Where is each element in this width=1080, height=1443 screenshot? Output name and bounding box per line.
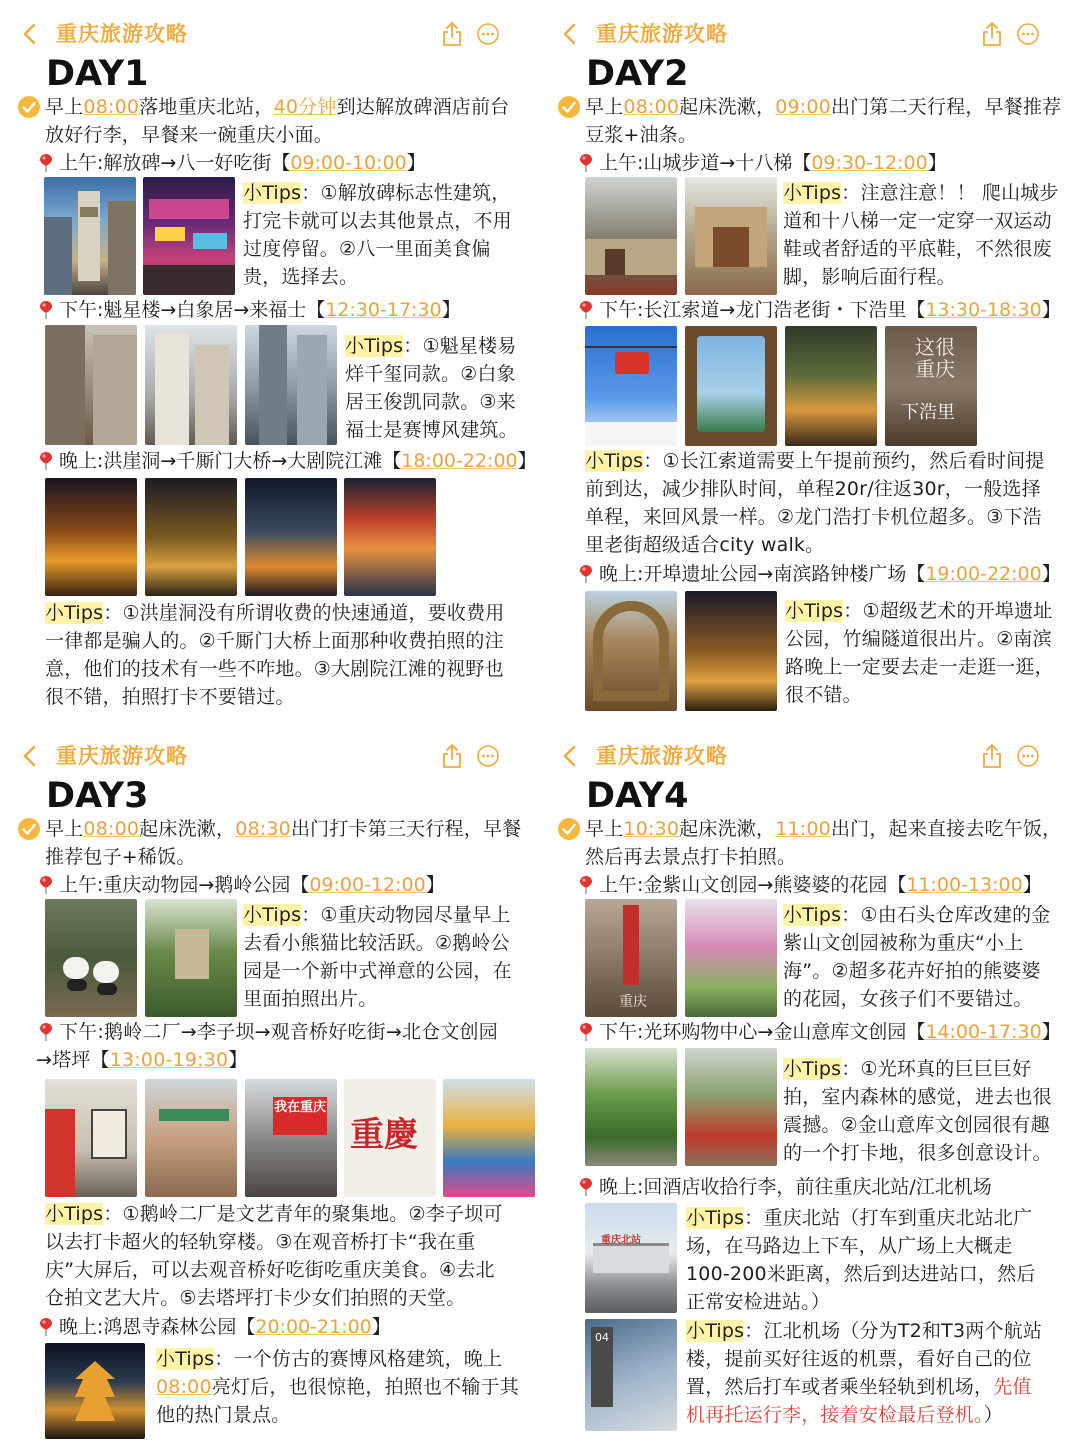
photo-shibati — [685, 177, 777, 295]
photo-chongqing-north-station — [585, 1203, 677, 1313]
panel-day1 — [0, 0, 540, 721]
evening-route: 晚上:鸿恩寺森林公园【20:00-21:00】 — [59, 1316, 391, 1338]
more-icon[interactable] — [476, 22, 500, 46]
photo-baixiangju — [145, 325, 237, 445]
evening-route: 晚上:开埠遗址公园→南滨路钟楼广场【19:00-22:00】 — [599, 563, 1061, 585]
afternoon-route: 下午:鹅岭二厂→李子坝→观音桥好吃街→北仓文创园 →塔坪【13:00-19:30】 — [36, 1021, 498, 1071]
afternoon-route: 下午:光环购物中心→金山意库文创园【14:00-17:30】 — [599, 1021, 1061, 1043]
share-icon[interactable] — [440, 20, 464, 48]
nav-title: 重庆旅游攻略 — [596, 22, 728, 46]
check-circle-icon — [557, 95, 581, 119]
photo-taping — [443, 1079, 535, 1197]
nav-title: 重庆旅游攻略 — [596, 744, 728, 768]
panel-day3 — [0, 722, 540, 1443]
afternoon-tip: 小Tips：①长江索道需要上午提前预约，然后看时间提 前到达，减少排队时间，单程20r/往返30r，一般选择 单程，来回风景一样。②龙门浩打卡机位超多。③下浩 里老街超级适合city walk。 — [585, 450, 1045, 556]
check-circle-icon — [557, 817, 581, 841]
chevron-left-icon[interactable] — [20, 22, 40, 46]
panel-day2 — [540, 0, 1080, 721]
map-pin-icon — [579, 875, 593, 895]
share-icon[interactable] — [980, 742, 1004, 770]
morning-tip: 小Tips：注意注意！！ 爬山城步 道和十八梯一定一定穿一双运动 鞋或者舒适的平底鞋，不然很废 脚，影响后面行程。 — [783, 182, 1059, 288]
afternoon-route: 下午:长江索道→龙门浩老街・下浩里【13:30-18:30】 — [599, 299, 1061, 321]
share-icon[interactable] — [440, 742, 464, 770]
more-icon[interactable] — [1016, 22, 1040, 46]
photo-guanyinqiao — [245, 1079, 337, 1197]
share-icon[interactable] — [980, 20, 1004, 48]
intro-text: 早上08:00起床洗漱，08:30出门打卡第三天行程，早餐 推荐包子+稀饭。 — [45, 818, 522, 868]
chevron-left-icon[interactable] — [20, 744, 40, 768]
morning-route: 上午:重庆动物园→鹅岭公园【09:00-12:00】 — [59, 874, 445, 896]
photo-xiahaoli-street — [785, 326, 877, 446]
map-pin-icon — [579, 300, 593, 320]
afternoon-tip: 小Tips：①鹅岭二厂是文艺青年的聚集地。②李子坝可 以去打卡超火的轻轨穿楼。③在观音桥打卡“我在重 庆”大屏后，可以去观音桥好吃街吃重庆美食。④去北 仓拍文艺大片。⑤去塔坪打卡少女们拍照的天堂。 — [45, 1203, 503, 1309]
photo-kaibu-park — [585, 591, 677, 711]
photo-jiefangbei — [44, 177, 136, 295]
morning-route: 上午:山城步道→十八梯【09:30-12:00】 — [599, 152, 947, 174]
day-title: DAY4 — [586, 776, 689, 816]
photo-jiangbei-airport — [585, 1319, 677, 1431]
sign-text: 重庆 — [619, 994, 647, 1010]
panel-day4 — [540, 722, 1080, 1443]
nav-title: 重庆旅游攻略 — [56, 744, 188, 768]
evening-route: 晚上:回酒店收拾行李，前往重庆北站/江北机场 — [599, 1176, 992, 1198]
map-pin-icon — [579, 1022, 593, 1042]
more-icon[interactable] — [1016, 744, 1040, 768]
photo-grand-theater — [245, 478, 337, 596]
check-circle-icon — [17, 95, 41, 119]
photo-hongyadong — [45, 478, 137, 596]
check-circle-icon — [17, 817, 41, 841]
chevron-left-icon[interactable] — [560, 744, 580, 768]
photo-jinzishan — [585, 899, 677, 1017]
morning-tip: 小Tips：①由石头仓库改建的金 紫山文创园被称为重庆“小上 海”。②超多花卉好拍的熊婆婆 的花园，女孩子们不要错过。 — [783, 904, 1051, 1010]
photo-liziba-rail — [145, 1079, 237, 1197]
billboard-text: 我在重庆 — [273, 1097, 327, 1135]
sign-text: 这很 重庆 — [915, 335, 955, 381]
station-sign-text: 重庆北站 — [601, 1235, 641, 1246]
photo-beicang — [344, 1079, 436, 1197]
map-pin-icon — [39, 1317, 53, 1337]
intro-text: 早上08:00起床洗漱，09:00出门第二天行程，早餐推荐 豆浆+油条。 — [585, 96, 1062, 146]
map-pin-icon — [39, 153, 53, 173]
afternoon-route: 下午:魁星楼→白象居→来福士【12:30-17:30】 — [59, 299, 461, 321]
photo-longmenhao — [685, 326, 777, 446]
photo-shancheng-trail — [585, 177, 677, 295]
day-title: DAY2 — [586, 54, 689, 94]
afternoon-tip: 小Tips：①魁星楼易 烊千玺同款。②白象 居王俊凯同款。③来 福士是赛博风建筑。 — [345, 335, 518, 441]
afternoon-tip: 小Tips：①光环真的巨巨巨好 拍，室内森林的感觉，进去也很 震撼。②金山意库文创园很有趣 的一个打卡地，很多创意设计。 — [783, 1058, 1052, 1164]
intro-text: 早上08:00落地重庆北站，40分钟到达解放碑酒店前台 放好行李，早餐来一碗重庆小面。 — [45, 96, 510, 146]
evening-route: 晚上:洪崖洞→千厮门大桥→大剧院江滩【18:00-22:00】 — [59, 450, 537, 472]
photo-guanghuan — [585, 1048, 677, 1166]
evening-tip: 小Tips：一个仿古的赛博风格建筑，晚上 08:00亮灯后，也很惊艳，拍照也不输于其 他的热门景点。 — [156, 1348, 519, 1426]
morning-tip: 小Tips：①重庆动物园尽量早上 去看小熊猫比较活跃。②鹅岭公 园是一个新中式禅意的公园，在 里面拍照出片。 — [243, 904, 512, 1010]
sign-text: 下浩里 — [901, 402, 955, 423]
map-pin-icon — [39, 300, 53, 320]
station-tip: 小Tips：重庆北站（打车到重庆北站北广 场，在马路边上下车，从广场上大概走 100-200米距离，然后到达进站口，然后 正常安检进站。） — [686, 1207, 1036, 1313]
intro-text: 早上10:30起床洗漱，11:00出门，起来直接去吃午饭， 然后再去景点打卡拍照。 — [585, 818, 1062, 868]
morning-route: 上午:金紫山文创园→熊婆婆的花园【11:00-13:00】 — [599, 874, 1042, 896]
day-title: DAY3 — [46, 776, 149, 816]
photo-xiahaoli-sign — [885, 326, 977, 446]
morning-route: 上午:解放碑→八一好吃街【09:00-10:00】 — [59, 152, 426, 174]
photo-zoo-panda — [45, 899, 137, 1017]
map-pin-icon — [579, 564, 593, 584]
calligraphy-text: 重慶 — [350, 1115, 418, 1155]
photo-bayi-street — [143, 177, 235, 295]
photo-jinshan-yiku — [685, 1048, 777, 1166]
photo-hongen-temple — [45, 1343, 145, 1439]
chevron-left-icon[interactable] — [560, 22, 580, 46]
map-pin-icon — [579, 153, 593, 173]
photo-river-night — [344, 478, 436, 596]
day-title: DAY1 — [46, 54, 149, 94]
evening-tip: 小Tips：①洪崖洞没有所谓收费的快速通道，要收费用 一律都是骗人的。②千厮门大桥上面那种收费拍照的注 意，他们的技术有一些不咋地。③大剧院江滩的视野也 很不错，拍照打卡不要错过。 — [45, 602, 505, 708]
more-icon[interactable] — [476, 744, 500, 768]
morning-tip: 小Tips：①解放碑标志性建筑， 打完卡就可以去其他景点，不用 过度停留。②八一里面美食偏 贵，选择去。 — [243, 182, 512, 288]
photo-eling-factory — [45, 1079, 137, 1197]
map-pin-icon — [579, 1177, 593, 1197]
photo-qiansimen-bridge — [145, 478, 237, 596]
photo-xiong-garden — [685, 899, 777, 1017]
nav-title: 重庆旅游攻略 — [56, 22, 188, 46]
gate-sign-text: 04 — [591, 1327, 613, 1407]
evening-tip: 小Tips：①超级艺术的开埠遗址 公园，竹编隧道很出片。②南滨 路晚上一定要去走一走逛一逛， 很不错。 — [785, 600, 1054, 706]
photo-raffles — [245, 325, 337, 445]
airport-tip: 小Tips：江北机场（分为T2和T3两个航站 楼，提前买好往返的机票，看好自己的位 置，然后打车或者乘坐轻轨到机场，先值 机再托运行李，接着安检最后登机。） — [686, 1320, 1043, 1426]
map-pin-icon — [39, 875, 53, 895]
photo-nanbin-road — [685, 591, 777, 711]
map-pin-icon — [39, 451, 53, 471]
photo-eling-park — [145, 899, 237, 1017]
photo-kuixinglou — [45, 325, 137, 445]
photo-cable-car — [585, 326, 677, 446]
